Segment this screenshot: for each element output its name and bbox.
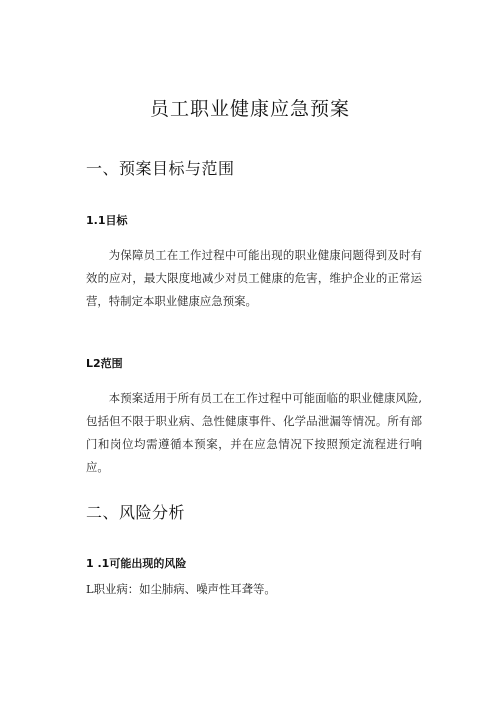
paragraph-scope: 本预案适用于所有员工在工作过程中可能面临的职业健康风险,包括但不限于职业病、急性健康事件、化学品泄漏等情况。所有部门和岗位均需遵循本预案，并在应急情况下按照预定流程进行响应。 xyxy=(86,391,422,474)
subsection-heading-1-1: 1.1目标 xyxy=(86,214,128,227)
document-title: 员工职业健康应急预案 xyxy=(149,98,350,120)
paragraph-goal: 为保障员工在工作过程中可能出现的职业健康问题得到及时有效的应对，最大限度地减少对员工健康的危害，维护企业的正常运营，特制定本职业健康应急预案。 xyxy=(86,248,422,308)
section-heading-2: 二、风险分析 xyxy=(86,503,186,522)
section-heading-1: 一、预案目标与范围 xyxy=(86,159,235,178)
subsection-heading-2-1: 1 .1可能出现的风险 xyxy=(86,557,187,570)
risk-list-item: L职业病：如尘肺病、噪声性耳聋等。 xyxy=(86,582,276,596)
subsection-heading-1-2: L2范围 xyxy=(86,357,123,370)
